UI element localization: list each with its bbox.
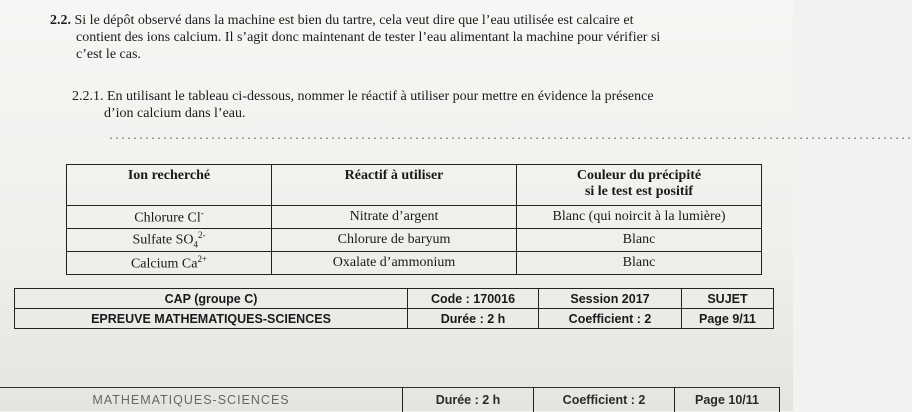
answer-line: ...................................................................................................................................... (108, 132, 748, 143)
header-reactif: Réactif à utiliser (272, 165, 517, 206)
header-couleur-line-1: Couleur du précipité (521, 168, 757, 184)
reactif-cell: Chlorure de baryum (272, 229, 517, 252)
couleur-cell: Blanc (517, 252, 762, 275)
exam-footer (14, 288, 774, 329)
subquestion-line-2: d’ion calcium dans l’eau. (72, 105, 752, 122)
ion-cell: Chlorure Cl- (67, 206, 272, 229)
couleur-cell: Blanc (qui noircit à la lumière) (517, 206, 762, 229)
question-2-2 (50, 12, 750, 63)
subquestion-number: 2.2.1. (72, 89, 104, 104)
exam-session: Session 2017 (539, 289, 682, 309)
reactif-table (66, 164, 762, 275)
exam-sujet: SUJET (682, 289, 774, 309)
next-coefficient: Coefficient : 2 (534, 388, 675, 412)
exam-name: CAP (groupe C) (15, 289, 408, 309)
exam-coefficient: Coefficient : 2 (539, 309, 682, 329)
next-page-footer (0, 387, 780, 412)
question-line-3: c’est le cas. (50, 46, 750, 63)
next-duree: Durée : 2 h (403, 388, 534, 412)
ion-cell: Calcium $Ca^{2+}$ (67, 252, 272, 275)
table-row (67, 252, 762, 275)
header-couleur-line-2: si le test est positif (521, 184, 757, 200)
ion-cell: Sulfate $SO_4^{2-}$ (67, 229, 272, 252)
reactif-cell: Nitrate d’argent (272, 206, 517, 229)
exam-epreuve: EPREUVE MATHEMATIQUES-SCIENCES (15, 309, 408, 329)
reactif-cell: Oxalate d’ammonium (272, 252, 517, 275)
exam-duree: Durée : 2 h (408, 309, 539, 329)
couleur-cell: Blanc (517, 229, 762, 252)
question-number: 2.2. (50, 13, 71, 28)
table-row (67, 206, 762, 229)
header-couleur (517, 165, 762, 206)
exam-code: Code : 170016 (408, 289, 539, 309)
subquestion-line-1: En utilisant le tableau ci-dessous, nommer le réactif à utiliser pour mettre en évidence la présence (107, 89, 654, 104)
question-line-2: contient des ions calcium. Il s’agit donc maintenant de tester l’eau alimentant la machine pour vérifier si (50, 29, 750, 46)
question-2-2-1 (72, 88, 752, 122)
exam-page: Page 9/11 (682, 309, 774, 329)
next-epreuve: MATHEMATIQUES-SCIENCES (0, 388, 403, 412)
table-header-row (67, 165, 762, 206)
next-page: Page 10/11 (675, 388, 780, 412)
question-line-1: Si le dépôt observé dans la machine est bien du tartre, cela veut dire que l’eau utilisée est calcaire et (75, 13, 634, 28)
header-ion: Ion recherché (67, 165, 272, 206)
table-row (67, 229, 762, 252)
